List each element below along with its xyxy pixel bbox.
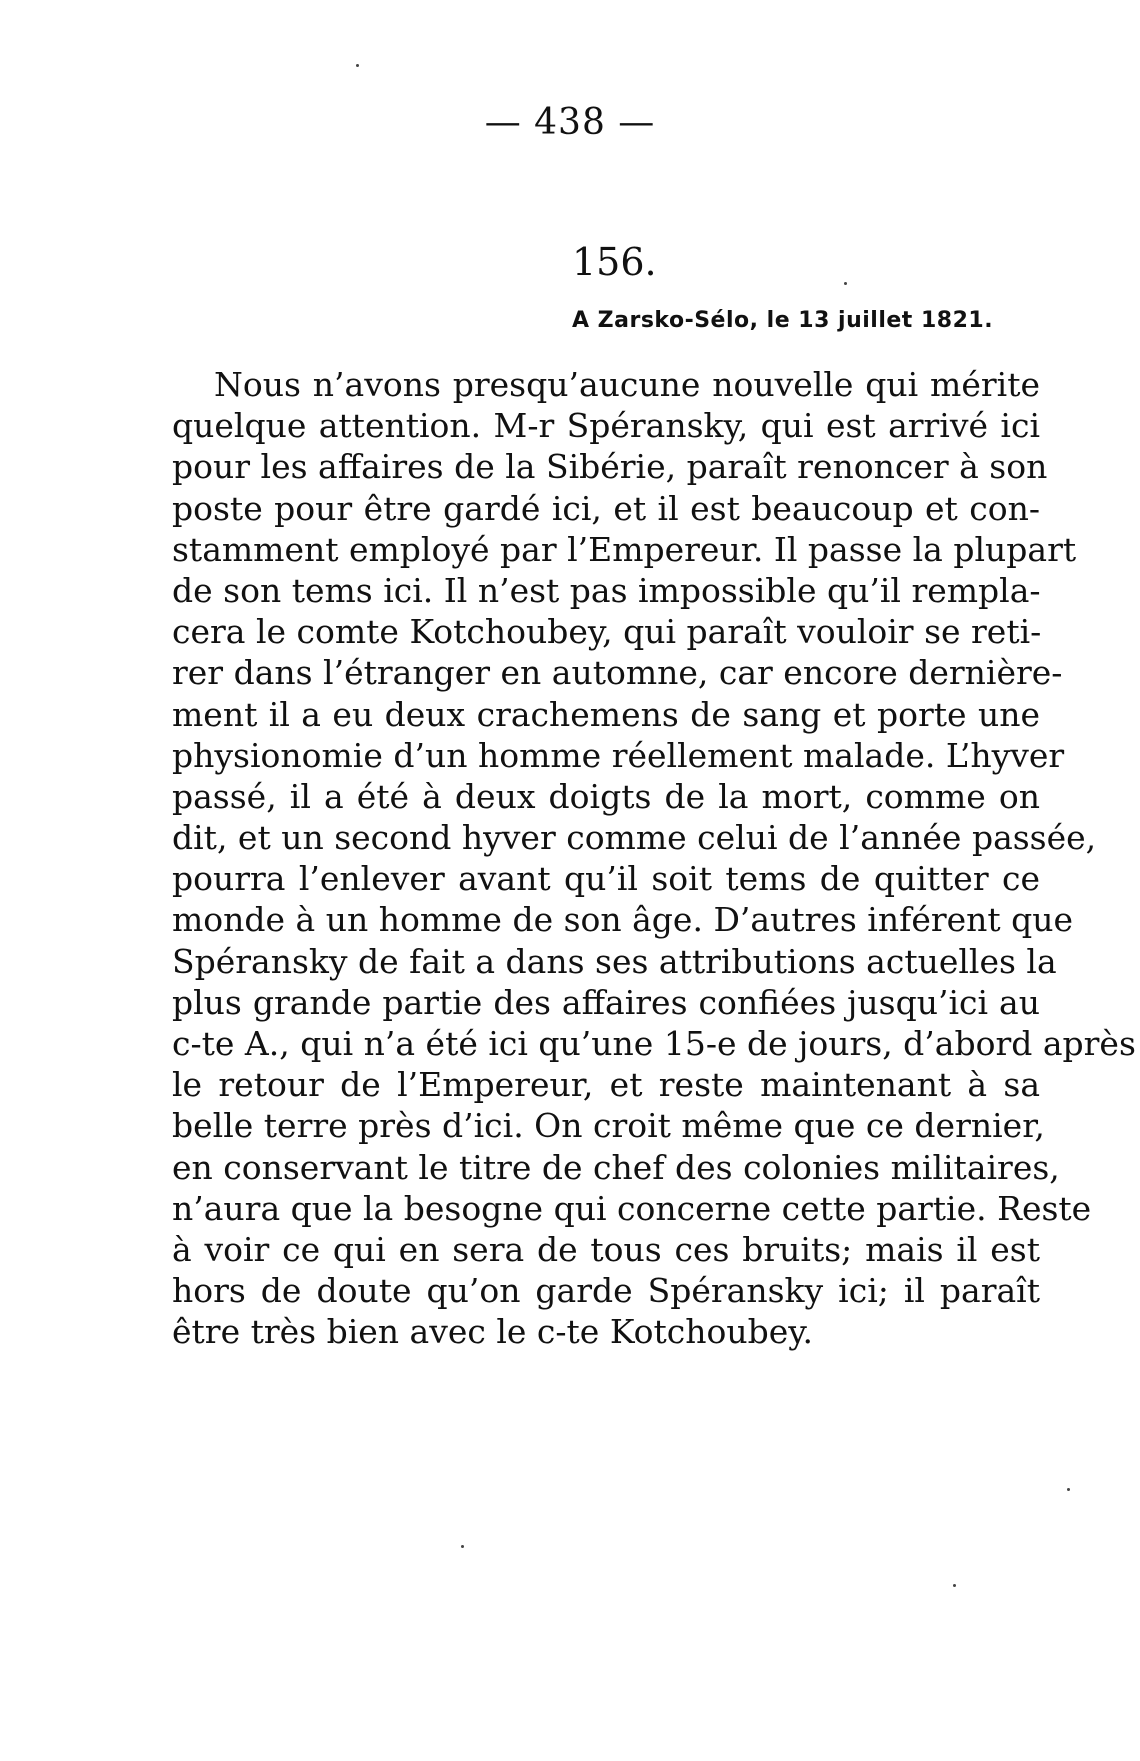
scan-speck xyxy=(356,64,359,67)
text-line: en conservant le titre de chef des colonies militaires, xyxy=(172,1147,1060,1187)
scan-speck xyxy=(953,1584,956,1587)
text-line: pour les affaires de la Sibérie, paraît renoncer à son xyxy=(172,447,1048,487)
letter-number: 156. xyxy=(572,240,657,284)
text-line: de son tems ici. Il n’est pas impossible qu’il rempla- xyxy=(172,570,1041,610)
text-line: n’aura que la besogne qui concerne cette partie. Reste xyxy=(172,1188,1092,1228)
text-line: être très bien avec le c-te Kotchoubey. xyxy=(172,1312,813,1352)
text-line: pourra l’enlever avant qu’il soit tems de quitter ce xyxy=(172,859,1040,899)
text-line: cera le comte Kotchoubey, qui paraît vouloir se reti- xyxy=(172,612,1042,652)
text-line: ment il a eu deux crachemens de sang et porte une xyxy=(172,694,1040,734)
text-line: c-te A., qui n’a été ici qu’une 15-e de jours, d’abord après xyxy=(172,1024,1136,1063)
text-line: plus grande partie des affaires confiées jusqu’ici au xyxy=(172,982,1040,1022)
text-line: passé, il a été à deux doigts de la mort, comme on xyxy=(172,776,1040,816)
text-line: stamment employé par l’Empereur. Il passe la plupart xyxy=(172,529,1077,569)
text-line: monde à un homme de son âge. D’autres inférent que xyxy=(172,900,1074,940)
page-number: — 438 — xyxy=(484,102,656,143)
text-line: hors de doute qu’on garde Spéransky ici; il paraît xyxy=(172,1271,1040,1311)
scan-speck xyxy=(844,282,847,285)
dateline: A Zarsko-Sélo, le 13 juillet 1821. xyxy=(572,308,994,333)
letter-body xyxy=(172,364,1136,1353)
text-line: quelque attention. M-r Spéransky, qui est arrivé ici xyxy=(172,406,1040,446)
text-line: le retour de l’Empereur, et reste maintenant à sa xyxy=(172,1065,1040,1105)
scan-speck xyxy=(1067,1488,1070,1491)
text-line: dit, et un second hyver comme celui de l’année passée, xyxy=(172,818,1097,858)
scan-speck xyxy=(461,1545,464,1548)
text-line: Nous n’avons presqu’aucune nouvelle qui mérite xyxy=(214,365,1040,404)
text-line: Spéransky de fait a dans ses attributions actuelles la xyxy=(172,941,1057,981)
text-line: belle terre près d’ici. On croit même que ce dernier, xyxy=(172,1106,1045,1146)
text-line: à voir ce qui en sera de tous ces bruits; mais il est xyxy=(172,1229,1040,1269)
text-line: physionomie d’un homme réellement malade. L’hyver xyxy=(172,735,1065,775)
text-line: poste pour être gardé ici, et il est beaucoup et con- xyxy=(172,488,1040,528)
text-line: rer dans l’étranger en automne, car encore dernière- xyxy=(172,653,1063,693)
